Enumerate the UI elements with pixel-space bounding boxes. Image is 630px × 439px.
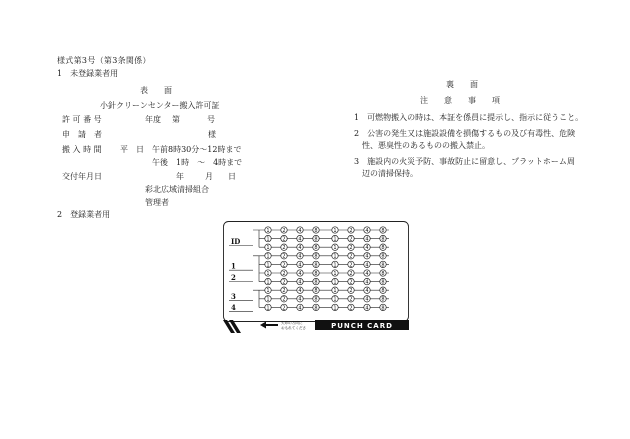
row-label: 3 (231, 291, 236, 301)
punch-hole-digit: 1 (266, 296, 270, 303)
punch-hole-digit: 4 (298, 253, 302, 260)
punch-hole-digit: 4 (298, 279, 302, 286)
punch-hole-digit: 4 (365, 227, 369, 234)
direction-arrow-icon (260, 322, 278, 329)
fiscal-year-label: 年度 (145, 115, 161, 124)
insert-arrow-icon (223, 320, 241, 333)
punch-hole-digit: 2 (282, 279, 286, 286)
punch-hole-digit: 8 (381, 236, 385, 243)
front-side-label: 表 面 (140, 86, 172, 95)
punch-hole-digit: 4 (298, 245, 302, 252)
note-1: 1 可燃物搬入の時は、本証を係員に提示し、指示に従うこと。 (354, 113, 584, 122)
punch-hole-digit: 4 (298, 296, 302, 303)
punch-hole-digit: 1 (266, 305, 270, 312)
note-2-line-2: 性、悪臭性のあるものの搬入禁止。 (362, 141, 490, 150)
punch-hole-digit: 1 (333, 236, 337, 243)
form-number: 様式第3号（第3条関係） (57, 56, 151, 65)
punch-hole-digit: 1 (333, 296, 337, 303)
punch-hole-digit: 8 (381, 288, 385, 295)
note-3-line-1: 3 施設内の火災予防、事故防止に留意し、プラットホーム周 (354, 157, 575, 166)
punch-hole-digit: 4 (298, 236, 302, 243)
punch-hole-digit: 1 (333, 245, 337, 252)
hours-label: 搬 入 時 間 (62, 145, 102, 154)
punch-hole-digit: 2 (282, 296, 286, 303)
punch-hole-digit: 2 (282, 305, 286, 312)
punch-hole-digit: 8 (381, 305, 385, 312)
notes-title: 注 意 事 項 (420, 96, 500, 105)
punch-hole-digit: 4 (298, 288, 302, 295)
punch-hole-digit: 8 (381, 296, 385, 303)
punch-hole-digit: 2 (349, 227, 353, 234)
punch-hole-digit: 2 (349, 236, 353, 243)
punch-hole-digit: 8 (314, 296, 318, 303)
punch-hole-digit: 8 (314, 270, 318, 277)
note-3-line-2: 辺の清掃保持。 (362, 169, 418, 178)
punch-hole-digit: 4 (365, 270, 369, 277)
year-label: 年 (176, 172, 184, 181)
manager-label: 管理者 (145, 198, 169, 207)
punch-hole-digit: 1 (266, 262, 270, 269)
back-side-label: 裏 面 (446, 80, 478, 89)
punch-hole-digit: 2 (282, 262, 286, 269)
punch-hole-digit: 8 (314, 236, 318, 243)
punch-hole-digit: 2 (282, 253, 286, 260)
punch-hole-digit: 8 (314, 279, 318, 286)
dai-label: 第 (172, 115, 180, 124)
punch-hole-digit: 8 (381, 227, 385, 234)
punch-hole-digit: 8 (314, 227, 318, 234)
row-label: 2 (231, 272, 236, 282)
punch-hole-digit: 4 (365, 262, 369, 269)
applicant-label: 申 請 者 (62, 130, 102, 139)
section-registered: 2 登録業者用 (57, 210, 111, 219)
punch-hole-digit: 8 (381, 270, 385, 277)
punch-hole-digit: 1 (266, 236, 270, 243)
punch-hole-digit: 2 (349, 305, 353, 312)
punch-hole-digit: 4 (298, 270, 302, 277)
section-unregistered: 1 未登録業者用 (57, 69, 119, 78)
punch-hole-digit: 2 (282, 288, 286, 295)
note-2-line-1: 2 公害の発生又は施設設備を損傷するもの及び有毒性、危険 (354, 129, 576, 138)
punch-hole-digit: 2 (349, 296, 353, 303)
punch-hole-digit: 4 (365, 279, 369, 286)
punch-hole-digit: 1 (266, 279, 270, 286)
go-label: 号 (207, 115, 215, 124)
punch-hole-digit: 2 (282, 227, 286, 234)
punch-card-label: PUNCH CARD (331, 321, 393, 330)
row-label: 1 (231, 261, 236, 271)
row-label: ID (231, 236, 241, 246)
punch-hole-digit: 1 (266, 288, 270, 295)
punch-hole-digit: 1 (266, 253, 270, 260)
punch-hole-digit: 2 (349, 279, 353, 286)
union-name: 彩北広域清掃組合 (145, 185, 209, 194)
punch-hole-digit: 4 (298, 227, 302, 234)
am-hours: 午前8時30分～12時まで (152, 145, 242, 154)
punch-hole-digit: 1 (266, 245, 270, 252)
punch-hole-digit: 1 (333, 279, 337, 286)
punch-hole-digit: 8 (381, 262, 385, 269)
punch-hole-digit: 8 (314, 262, 318, 269)
punch-hole-digit: 8 (381, 245, 385, 252)
punch-hole-digit: 1 (333, 305, 337, 312)
punch-hole-digit: 8 (314, 305, 318, 312)
punch-card-drawing (223, 221, 409, 334)
punch-hole-digit: 1 (266, 270, 270, 277)
punch-hole-digit: 8 (314, 253, 318, 260)
punch-hole-digit: 8 (314, 245, 318, 252)
insert-note-2: おもれてくださ (281, 326, 307, 330)
punch-hole-digit: 2 (282, 236, 286, 243)
row-label: 4 (231, 302, 236, 312)
month-label: 月 (205, 172, 213, 181)
pm-hours: 午後 1時 ～ 4時まで (152, 158, 243, 167)
punch-hole-digit: 2 (349, 253, 353, 260)
punch-hole-digit: 4 (365, 253, 369, 260)
punch-hole-digit: 2 (349, 270, 353, 277)
punch-hole-digit: 1 (333, 262, 337, 269)
punch-hole-digit: 2 (349, 288, 353, 295)
insert-note-1: 矢印の方向に (281, 321, 303, 325)
punch-hole-digit: 2 (282, 270, 286, 277)
punch-hole-digit: 8 (381, 253, 385, 260)
punch-hole-digit: 2 (349, 245, 353, 252)
permit-title: 小針クリーンセンター搬入許可証 (100, 101, 220, 110)
issue-date-label: 交付年月日 (62, 172, 102, 181)
punch-hole-digit: 4 (365, 245, 369, 252)
punch-hole-digit: 8 (314, 288, 318, 295)
punch-hole-digit: 1 (333, 253, 337, 260)
punch-hole-digit: 4 (365, 236, 369, 243)
punch-hole-digit: 4 (365, 288, 369, 295)
punch-hole-digit: 4 (365, 296, 369, 303)
punch-hole-digit: 4 (365, 305, 369, 312)
punch-card (223, 221, 409, 334)
punch-hole-digit: 1 (333, 270, 337, 277)
punch-hole-digit: 8 (381, 279, 385, 286)
permit-number-label: 許 可 番 号 (62, 115, 102, 124)
weekday-label: 平 日 (120, 145, 144, 154)
punch-hole-digit: 4 (298, 305, 302, 312)
punch-hole-digit: 2 (282, 245, 286, 252)
punch-hole-digit: 2 (349, 262, 353, 269)
punch-hole-digit: 1 (266, 227, 270, 234)
punch-hole-digit: 1 (333, 288, 337, 295)
punch-hole-digit: 4 (298, 262, 302, 269)
punch-hole-digit: 1 (333, 227, 337, 234)
day-label: 日 (228, 172, 236, 181)
sama-label: 様 (208, 130, 216, 139)
